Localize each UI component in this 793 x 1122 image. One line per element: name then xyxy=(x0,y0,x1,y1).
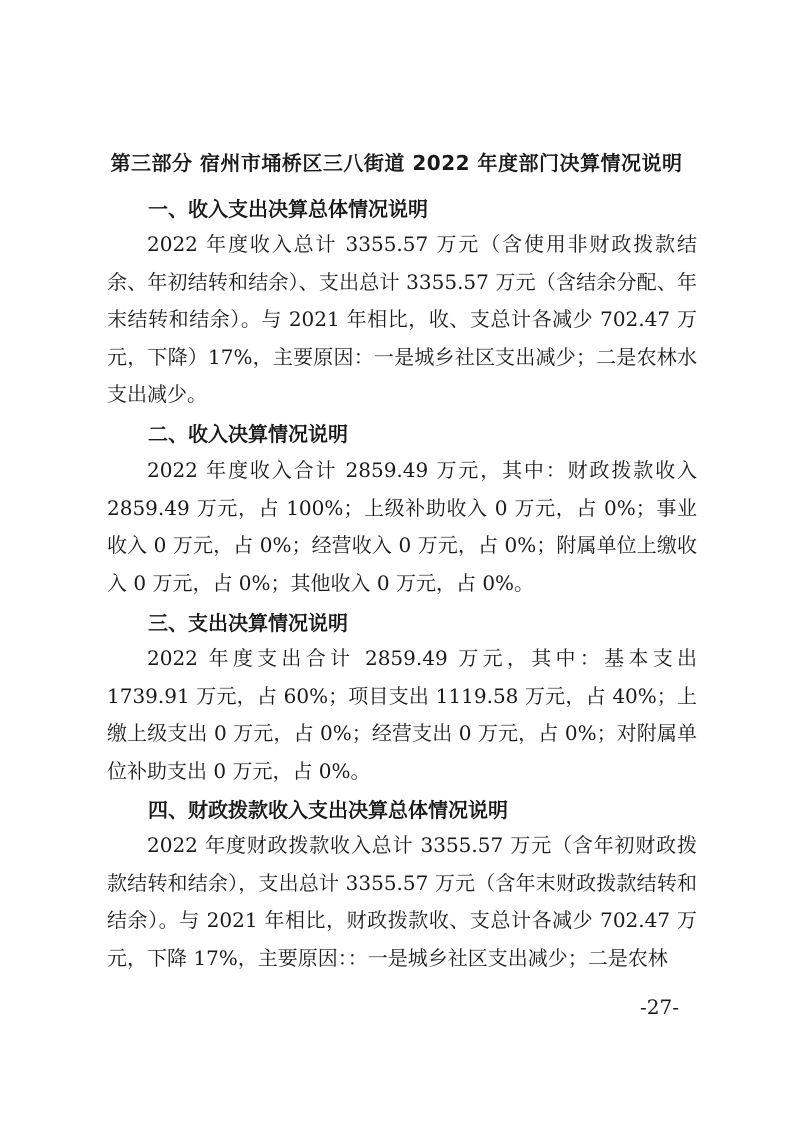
section-3-heading: 三、支出决算情况说明 xyxy=(148,611,348,635)
section-1-heading: 一、收入支出决算总体情况说明 xyxy=(148,197,428,221)
page-number: -27- xyxy=(640,995,679,1019)
section-1-body: 2022 年度收入总计 3355.57 万元（含使用非财政拨款结余、年初结转和结余）、支出总计 3355.57 万元（含结余分配、年末结转和结余）。与 2021 年相比，收、支总计各减少 702.47 万元，下降）17%，主要原因：一是城乡社区支出减少；二是农林水支出减少。 xyxy=(107,232,697,406)
section-4-heading: 四、财政拨款收入支出决算总体情况说明 xyxy=(148,798,508,822)
section-2-body: 2022 年度收入合计 2859.49 万元，其中：财政拨款收入 2859.49 万元，占 100%；上级补助收入 0 万元，占 0%；事业收入 0 万元，占 0%；经营收入 0 万元，占 0%；附属单位上缴收入 0 万元，占 0%；其他收入 0 万元，占 0%。 xyxy=(107,458,697,595)
section-2-heading: 二、收入决算情况说明 xyxy=(148,422,348,446)
document-title: 第三部分 宿州市埇桥区三八街道 2022 年度部门决算情况说明 xyxy=(110,151,683,175)
section-4-body: 2022 年度财政拨款收入总计 3355.57 万元（含年初财政拨款结转和结余），支出总计 3355.57 万元（含年末财政拨款结转和结余）。与 2021 年相比，财政拨款收、支总计各减少 702.47 万元，下降 17%，主要原因：：一是城乡社区支出减少；二是农林 xyxy=(107,833,697,970)
section-3-body: 2022 年度支出合计 2859.49 万元，其中：基本支出 1739.91 万元，占 60%；项目支出 1119.58 万元，占 40%；上缴上级支出 0 万元，占 0%；经营支出 0 万元，占 0%；对附属单位补助支出 0 万元，占 0%。 xyxy=(107,646,697,783)
